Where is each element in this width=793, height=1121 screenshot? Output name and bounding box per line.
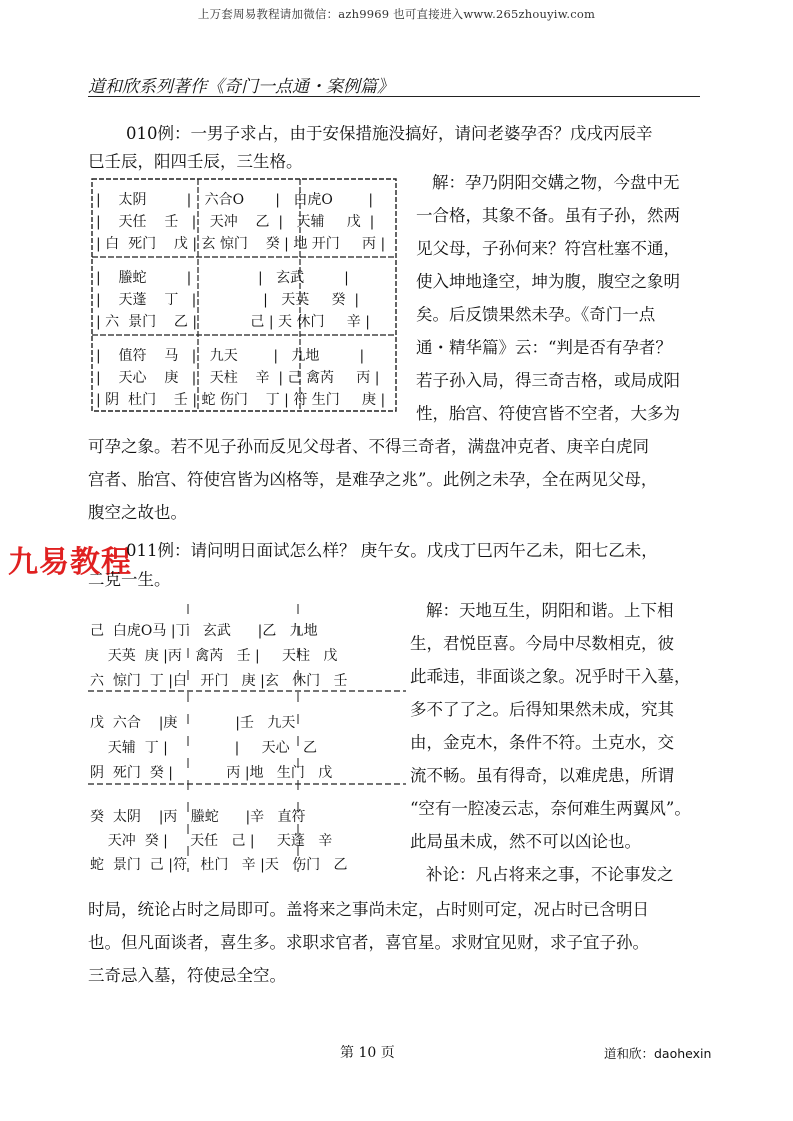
case11-analysis-line: 三奇忌入墓，符使忌全空。 — [88, 966, 286, 985]
case10-chart-row: | 阴 杜门 壬 | 蛇 伤门 丁 | 符 生门 庚 | — [96, 392, 386, 408]
case11-chart-row: 癸 太阴 |丙 螣蛇 |辛 直符 — [90, 809, 306, 825]
case10-analysis — [416, 166, 716, 430]
case10-chart-row: | 太阴 | 六合O | 白虎O | — [96, 192, 374, 208]
promo-note: 上万套周易教程请加微信：azh9969 也可直接进入www.265zhouyiw.com — [197, 7, 596, 21]
case10-analysis-line: 矣。后反馈果然未孕。《奇门一点 — [416, 305, 656, 324]
case10-analysis-line: 通・精华篇》云：“判是否有孕者？ — [416, 338, 672, 357]
case10-chart-row: | 天任 壬 | 天冲 乙 | 天辅 戊 | — [96, 214, 375, 230]
case10-analysis-line: 见父母，子孙何来？符宫杜塞不通， — [416, 239, 680, 258]
case10-chart-row: | 值符 马 | 九天 | 九地 | — [96, 348, 365, 364]
case10-analysis-line: 腹空之故也。 — [88, 503, 187, 522]
case11-analysis-line: 此局虽未成，然不可以凶论也。 — [410, 832, 641, 851]
case10-analysis-line: 性，胎宫、符使宫皆不空者，大多为 — [416, 404, 680, 423]
case11-analysis-line: 此乖违，非面谈之象。况乎时干入墓， — [410, 667, 691, 686]
case10-analysis-line: 可孕之象。若不见子孙而反见父母者、不得三奇者，满盘冲克者、庚辛白虎同 — [88, 437, 649, 456]
title-rule — [88, 96, 700, 97]
case11-analysis — [410, 594, 720, 891]
case11-intro-cont — [88, 563, 171, 596]
series-title: 道和欣系列著作《奇门一点通・案例篇》 — [88, 77, 394, 97]
case10-analysis-line: 使入坤地逢空，坤为腹，腹空之象明 — [416, 272, 680, 291]
case11-chart-row: 阴 死门 癸 | 丙 |地 生门 戊 — [90, 765, 333, 781]
case11-chart-row: 天冲 癸 | 天任 己 | 天蓬 辛 — [90, 833, 333, 849]
case11-analysis-line: 生，君悦臣喜。今局中尽数相克，彼 — [410, 634, 674, 653]
case10-analysis-line: 宫者、胎宫、符使宫皆为凶格等，是难孕之兆”。此例之未孕，全在两见父母， — [88, 470, 658, 489]
case10-analysis-line: 解：孕乃阴阳交媾之物，今盘中无 — [432, 173, 680, 192]
case11-chart-row: 天辅 丁 | | 天心 乙 — [90, 740, 317, 756]
case11-chart-row: 戊 六合 |庚 |壬 九天 — [90, 715, 296, 731]
case11-chart-row: 六 惊门 丁 |白 开门 庚 |玄 休门 壬 — [90, 673, 348, 689]
page-number: 第 10 页 — [340, 1045, 395, 1061]
case11-analysis-cont — [88, 893, 708, 992]
case10-intro-line: 010例：一男子求占，由于安保措施没搞好，请问老婆孕否？戊戌丙辰辛 — [126, 124, 653, 143]
case10-analysis-line: 若子孙入局，得三奇吉格，或局成阳 — [416, 371, 680, 390]
case10-analysis-line: 一合格，其象不备。虽有子孙，然两 — [416, 206, 680, 225]
case11-chart-row: 己 白虎O马 |丁 玄武 |乙 九地 — [90, 623, 318, 639]
case11-intro-line: 011例：请问明日面试怎么样？ 庚午女。戊戌丁巳丙午乙未，阳七乙未， — [126, 541, 658, 560]
case10-chart-row: | 天心 庚 | 天柱 辛 | 己 禽芮 丙 | — [96, 370, 380, 386]
watermark: 九易教程 — [8, 545, 132, 580]
case11-chart-row: 天英 庚 |丙 禽芮 壬 | 天柱 戊 — [90, 648, 338, 664]
case11-analysis-line: 多不了了之。后得知果然未成，究其 — [410, 700, 674, 719]
case10-chart-row: | 天蓬 丁 | | 天英 癸 | — [96, 292, 360, 308]
case11-analysis-line: 流不畅。虽有得奇，以难虎患，所谓 — [410, 766, 674, 785]
case10-qimen-chart — [90, 175, 400, 415]
case10-chart-row: | 白 死门 戊 | 玄 惊门 癸 | 地 开门 丙 | — [96, 236, 386, 252]
case10-analysis-cont — [88, 430, 708, 529]
case10-intro-cont — [88, 145, 303, 178]
case10-chart-row: | 六 景门 乙 | 己 | 天 休门 辛 | — [96, 314, 370, 330]
case11-intro — [126, 534, 658, 567]
case10-chart-row: | 螣蛇 | | 玄武 | — [96, 270, 349, 286]
case11-analysis-line: “空有一腔凌云志，奈何难生两翼风”。 — [410, 799, 691, 818]
case11-analysis-line: 由，金克木，条件不符。土克水，交 — [410, 733, 674, 752]
case11-chart-row: 蛇 景门 己 |符 杜门 辛 |天 伤门 乙 — [90, 857, 348, 873]
author-credit: 道和欣：daohexin — [604, 1046, 712, 1061]
case11-analysis-line: 解：天地互生，阴阳和谐。上下相 — [426, 601, 674, 620]
case11-analysis-line: 时局，统论占时之局即可。盖将来之事尚未定，占时则可定，况占时已含明日 — [88, 900, 649, 919]
case11-analysis-line: 补论：凡占将来之事，不论事发之 — [426, 865, 674, 884]
case11-qimen-chart — [88, 600, 408, 875]
case10-intro-line: 巳壬辰，阳四壬辰，三生格。 — [88, 152, 303, 171]
case11-intro-line: 二克一生。 — [88, 570, 171, 589]
case11-analysis-line: 也。但凡面谈者，喜生多。求职求官者，喜官星。求财宜见财，求子宜子孙。 — [88, 933, 649, 952]
